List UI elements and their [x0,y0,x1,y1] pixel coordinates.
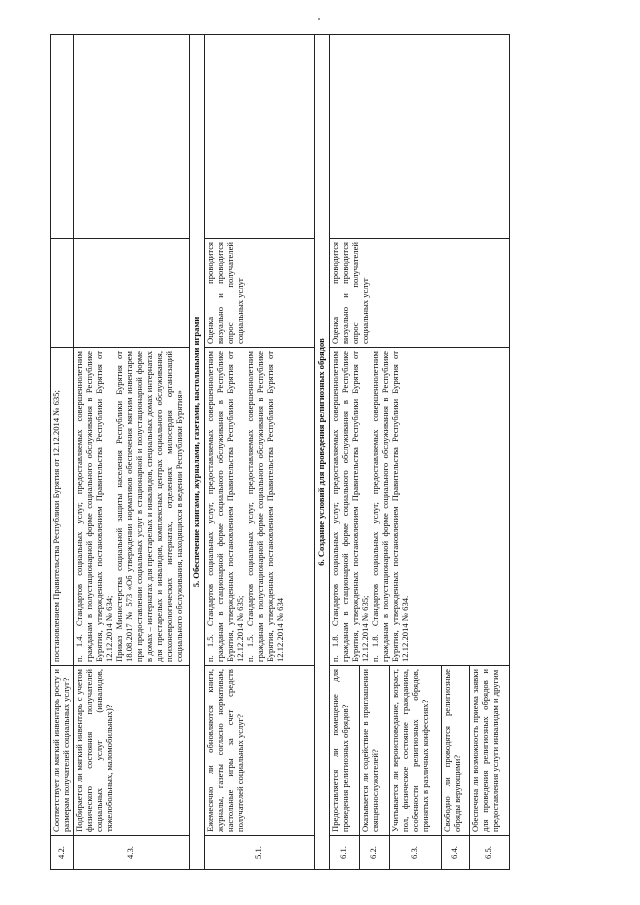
row-question: Соответствует ли мягкий инвентарь росту и размерам получателей социальных услуг? [51,666,74,836]
table-row [51,35,74,870]
row-number: 6.4. [441,836,469,870]
rotated-table-frame [50,35,575,870]
row-question: Оказывается ли содействие в приглашении священнослужителей? [359,666,389,836]
table-row [204,35,314,870]
row-standard [73,348,189,666]
section-header-row [189,35,204,870]
table-row [73,35,189,870]
row-question: Подбирается ли мягкий инвентарь с учетом физического состояния получателей социальных услуг (инвалидов, тяжелобольных, маломобильных)? [73,666,189,836]
row-standard [204,348,314,666]
row-blank [73,35,189,239]
row-number: 6.5. [469,836,509,870]
row-number: 5.1. [204,836,314,870]
section-header-row [314,35,329,870]
checklist-table [50,34,510,870]
row-question: Предоставляется ли помещение для проведения религиозных обрядов? [329,666,359,836]
row-standard [329,348,509,666]
row-number: 6.1. [329,836,359,870]
row-question: Обеспечена ли возможность приема заявки для проведения религиозных обрядов и предоставления услуги инвалидам и другим [469,666,509,836]
standard-paragraph: п. 1.4. Стандартов социальных услуг, предоставляемых совершеннолетним гражданам в полустационарной форме социального обслуживания в Республике Бурятия, утвержденных постановлением Правительства Республики Бурятия от 12.12.2014 № 634; Приказ Министерства социальной защиты населения Республики Бурятия от 18.08.2017 № 573 «Об утверждении нормативов обеспечения мягким инвентарем при предоставлении социальных услуг в стационарной и полустационарной форме в домах – интернатах для престарелых и инвалидов, специальных домах интернатах для престарелых и инвалидов, комплексных центрах социального обслуживания, психоневрологических интернатах, отделениях милосердия организаций социального обслуживания, находящихся в ведении Республики Бурятия» [73,351,184,662]
row-number: 4.3. [73,836,189,870]
standard-paragraph: п. 1.5. Стандартов социальных услуг, предоставляемых совершеннолетним гражданам в стационарной форме социального обслуживания в Республике Бурятия, утвержденных постановлением Правительства Республики Бурятия от 12.12.2014 № 635; п. 1.5. Стандартов социальных услуг, предоставляемых совершеннолетним гражданам в полустационарной форме социального обслуживания в Республике Бурятия, утвержденных постановлением Правительства Республики Бурятия от 12.12.2014 № 634 [204,351,285,662]
row-method: Оценка проводится визуально и проводится опрос получателей социальных услуг [204,239,314,348]
row-question: Учитывается ли вероисповедание, возраст, пол, физическое состояние гражданина, особенности религиозных обрядов, принятых в различных конфессиях? [389,666,441,836]
row-number: 6.2. [359,836,389,870]
row-question: Свободно ли проводятся религиозные обряды верующими? [441,666,469,836]
row-number: 4.2. [51,836,74,870]
table-row [329,35,359,870]
section-title-6: 6. Создание условий для проведения религиозных обрядов [314,35,329,870]
section-title-5: 5. Обеспечение книгами, журналами, газетами, настольными играми [189,35,204,870]
row-method [73,239,189,348]
row-method [51,239,74,348]
standard-paragraph: п. 1.8. Стандартов социальных услуг, предоставляемых совершеннолетним гражданам в стационарной форме социального обслуживания в Республике Бурятия, утвержденных постановлением Правительства Республики Бурятия от 12.12.2014 № 635; п. 1.8. Стандартов социальных услуг, предоставляемых совершеннолетним гражданам в полустационарной форме социального обслуживания в Республике Бурятия, утвержденных постановлением Правительства Республики Бурятия от 12.12.2014 № 634. [329,351,410,662]
row-number: 6.3. [389,836,441,870]
row-blank [329,35,509,239]
row-method: Оценка проводится визуально и проводится опрос получателей социальных услуг [329,239,509,348]
row-standard: постановлением Правительства Республики Бурятия от 12.12.2014 № 635; [51,348,74,666]
row-blank [204,35,314,239]
row-question: Ежемесячно ли обновляются книги, журналы, газеты согласно нормативам, настольные игры за счет средств получателей социальных услуг? [204,666,314,836]
scan-speck [318,18,320,20]
row-blank [51,35,74,239]
